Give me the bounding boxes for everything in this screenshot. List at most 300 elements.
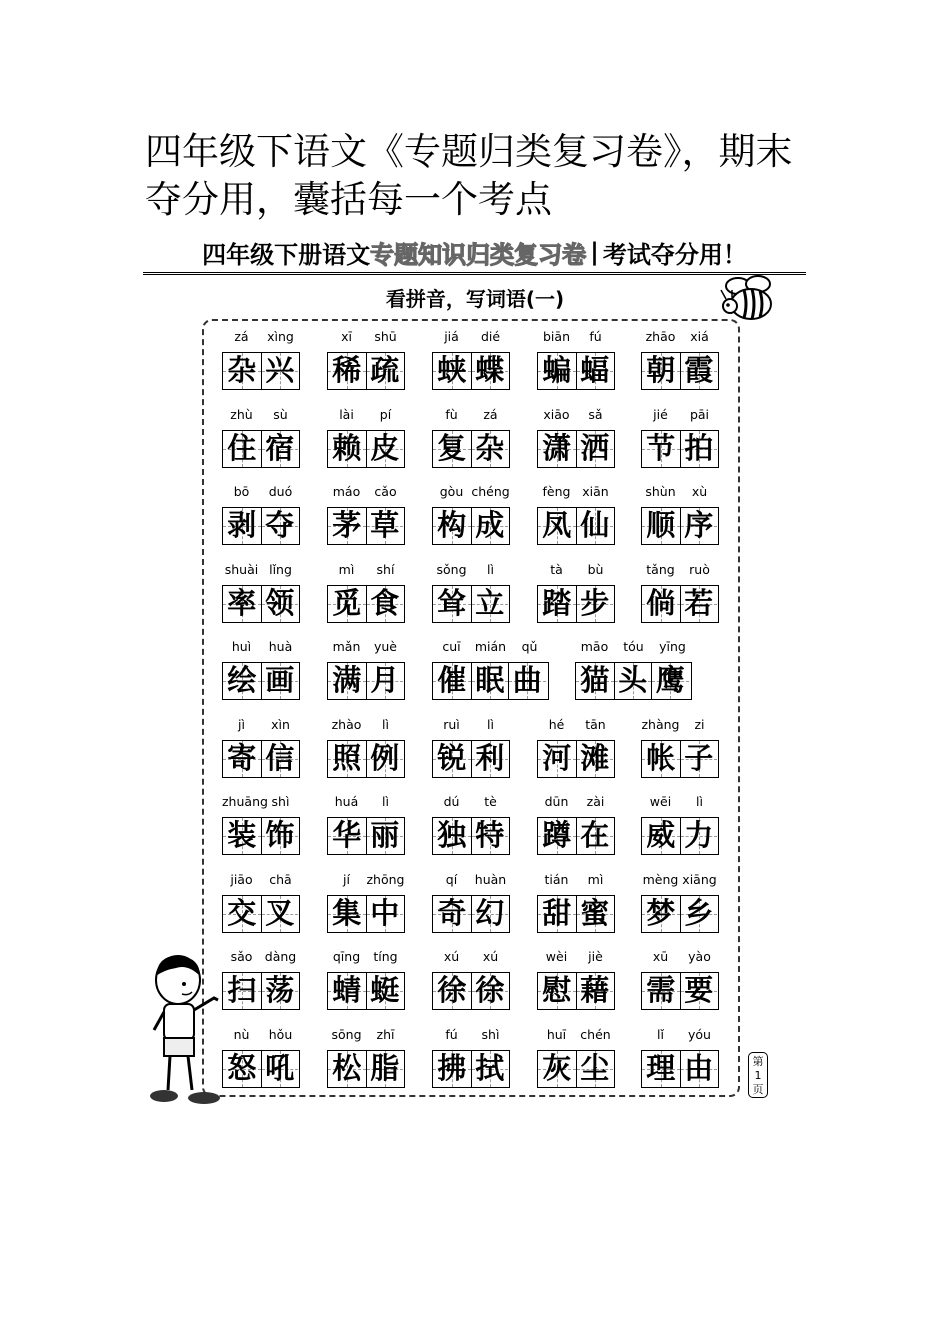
handwritten-character: 节 [646,430,676,465]
tianzige-cell [433,586,471,622]
vocab-word [432,483,510,545]
handwritten-character: 洒 [580,430,610,465]
handwritten-character: 头 [618,663,648,697]
tianzige-cell [261,896,299,932]
pinyin-syllable: lǐng [269,561,292,577]
page-number-suffix: 页 [752,1083,764,1096]
pinyin-syllable: fú [589,329,602,344]
pinyin-syllable: qí [445,871,458,887]
pinyin-line [222,871,300,889]
pinyin-syllable: yuè [373,639,397,654]
handwritten-character: 徐 [437,973,467,1007]
pinyin-syllable: huì [231,639,252,654]
pinyin-syllable: zá [234,329,249,344]
pinyin-syllable: sù [273,406,288,422]
tianzige-cell [614,663,652,699]
pinyin-line [537,793,615,811]
vocab-word [222,483,300,545]
handwritten-character: 装 [227,818,257,852]
tianzige-cell [261,586,299,622]
pinyin-syllable: ruì [443,716,460,732]
pinyin-syllable: nù [233,1026,250,1042]
tianzige-cell [651,663,689,699]
vocab-word [327,638,405,700]
character-boxes [327,662,405,700]
vocab-word [222,716,300,778]
pinyin-syllable: qīng [332,949,361,964]
handwritten-character: 成 [475,508,505,542]
pinyin-syllable: jiè [588,949,603,964]
character-boxes [537,895,615,933]
pinyin-syllable: huàn [474,871,507,887]
character-boxes [432,585,510,623]
character-boxes [537,430,615,468]
handwritten-character: 杂 [227,353,257,387]
handwritten-character: 奇 [437,895,467,930]
pinyin-line [327,948,405,966]
pinyin-syllable: jiāo [230,871,253,887]
pinyin-line [222,406,300,424]
pinyin-syllable: huá [334,794,359,809]
tianzige-cell [538,586,576,622]
vocab-word [432,406,510,468]
pinyin-line [327,1026,405,1044]
vocab-word [641,406,719,468]
handwritten-character: 蜓 [370,973,400,1007]
pinyin-syllable: shì [481,1026,500,1042]
vocab-word [222,406,300,468]
tianzige-cell [680,353,718,389]
tianzige-cell [261,663,299,699]
pinyin-syllable: duó [268,484,293,499]
pinyin-syllable: zi [694,716,705,732]
pinyin-line [327,561,405,579]
pinyin-line [641,483,719,501]
tianzige-cell [471,818,509,854]
tianzige-cell [328,1051,366,1087]
vocab-row [220,483,730,561]
character-boxes [641,895,719,933]
pinyin-syllable: pí [379,406,392,422]
pinyin-line [641,561,719,579]
pinyin-syllable: mián [474,639,507,654]
tianzige-cell [223,896,261,932]
handwritten-character: 照 [332,740,362,775]
pinyin-line [641,793,719,811]
vocab-row [220,328,730,406]
pinyin-line [327,328,405,346]
character-boxes [432,1050,510,1088]
vocab-word [432,793,510,855]
pinyin-syllable: xiāng [682,871,717,887]
pinyin-syllable: xiá [690,329,709,344]
pinyin-syllable: shuài [224,561,259,577]
character-boxes [432,507,510,545]
tianzige-cell [471,663,509,699]
page-number: 1 [754,1069,762,1082]
vocab-word [641,793,719,855]
character-boxes [537,740,615,778]
pinyin-syllable: xiāo [543,406,570,422]
handwritten-character: 觅 [332,585,362,620]
character-boxes [432,972,510,1010]
section-title: 看拼音，写词语(一) [385,287,565,311]
tianzige-cell [680,741,718,777]
tianzige-cell [433,741,471,777]
handwritten-character: 饰 [265,818,295,852]
bee-icon [718,272,778,324]
tianzige-cell [642,353,680,389]
handwritten-character: 信 [265,740,295,775]
handwritten-character: 力 [684,818,714,852]
tianzige-cell [366,818,404,854]
handwritten-character: 理 [646,1050,676,1085]
handwritten-character: 需 [646,973,676,1007]
handwritten-character: 率 [227,585,257,620]
vocab-word [537,793,615,855]
character-boxes [327,740,405,778]
tianzige-cell [576,586,614,622]
pinyin-syllable: xìng [267,329,294,344]
pinyin-syllable: hé [548,716,565,732]
pinyin-syllable: tà [550,561,563,577]
vocab-row [220,1026,730,1104]
pinyin-syllable: mèng [642,871,679,887]
tianzige-cell [471,1051,509,1087]
tianzige-cell [328,508,366,544]
pinyin-syllable: shì [271,794,290,809]
tianzige-cell [680,431,718,467]
handwritten-character: 滩 [580,740,610,775]
vocab-word [575,638,692,700]
pinyin-syllable: bō [233,484,250,499]
tianzige-cell [508,663,546,699]
character-boxes [222,430,300,468]
pinyin-line [222,561,300,579]
handwritten-character: 华 [332,818,362,852]
vocab-word [432,716,510,778]
character-boxes [432,817,510,855]
handwritten-character: 拍 [684,430,714,465]
pinyin-line [222,716,300,734]
tianzige-cell [261,741,299,777]
tianzige-cell [538,353,576,389]
pinyin-line [327,716,405,734]
vocab-row [220,793,730,871]
tianzige-cell [433,508,471,544]
pinyin-syllable: huī [546,1026,567,1042]
tianzige-cell [366,741,404,777]
tianzige-cell [328,663,366,699]
tianzige-cell [576,818,614,854]
pinyin-line [432,793,510,811]
tianzige-cell [366,353,404,389]
handwritten-character: 兴 [265,353,295,387]
pinyin-line [641,328,719,346]
pinyin-syllable: sǒng [436,561,467,577]
pinyin-line [222,483,300,501]
pinyin-syllable: jí [343,871,350,887]
character-boxes [327,895,405,933]
tianzige-cell [538,896,576,932]
tianzige-cell [223,818,261,854]
character-boxes [537,507,615,545]
pinyin-syllable: ruò [689,561,710,577]
handwritten-character: 画 [265,663,295,697]
handwritten-character: 蜜 [580,895,610,930]
pinyin-syllable: xìn [271,716,290,732]
handwritten-character: 赖 [332,430,362,465]
tianzige-cell [471,353,509,389]
character-boxes [222,895,300,933]
handwritten-character: 蝙 [542,353,572,387]
tianzige-cell [366,896,404,932]
vocab-word [327,948,405,1010]
tianzige-cell [642,1051,680,1087]
pinyin-syllable: zhào [331,716,362,732]
pinyin-line [537,716,615,734]
handwritten-character: 吼 [265,1050,295,1085]
pinyin-line [222,638,300,656]
vocabulary-grid [220,328,730,1103]
banner-tail: 考试夺分用！ [602,239,747,269]
handwritten-character: 要 [684,973,714,1007]
character-boxes [222,352,300,390]
pinyin-line [537,948,615,966]
pinyin-syllable: sǎo [230,949,253,964]
handwritten-character: 尘 [580,1050,610,1085]
tianzige-cell [471,896,509,932]
character-boxes [641,1050,719,1088]
tianzige-cell [223,973,261,1009]
handwritten-character: 食 [370,585,400,620]
vocab-word [327,328,405,390]
handwritten-character: 荡 [265,973,295,1007]
character-boxes [222,585,300,623]
pinyin-line [432,638,549,656]
handwritten-character: 灰 [542,1050,572,1085]
pinyin-line [327,638,405,656]
character-boxes [432,662,549,700]
vocab-word [432,1026,510,1088]
handwritten-character: 杂 [475,430,505,465]
handwritten-character: 立 [475,585,505,620]
pinyin-syllable: mǎn [332,639,361,654]
tianzige-cell [576,741,614,777]
tianzige-cell [680,818,718,854]
tianzige-cell [261,1051,299,1087]
handwritten-character: 拭 [475,1050,505,1085]
character-boxes [327,817,405,855]
tianzige-cell [538,431,576,467]
handwritten-character: 眠 [475,663,505,697]
pinyin-syllable: biān [543,329,570,344]
pinyin-syllable: xiān [582,484,609,499]
vocab-word [222,561,300,623]
pinyin-syllable: lì [696,794,703,809]
pinyin-syllable: tóu [623,639,644,654]
tianzige-cell [261,508,299,544]
vocab-row [220,406,730,484]
handwritten-character: 帐 [646,740,676,775]
character-boxes [575,662,692,700]
pinyin-line [537,871,615,889]
tianzige-cell [538,741,576,777]
handwritten-character: 仙 [580,508,610,542]
handwritten-character: 住 [227,430,257,465]
vocab-word [327,716,405,778]
pinyin-syllable: zhōng [366,871,405,887]
handwritten-character: 由 [684,1050,714,1085]
pinyin-syllable: lì [487,561,494,577]
handwritten-character: 慰 [542,973,572,1007]
handwritten-character: 叉 [265,895,295,930]
vocab-word [432,328,510,390]
banner-highlight: 专题知识归类复习卷 [370,239,587,269]
pinyin-syllable: jié [653,406,668,422]
page-number-prefix: 第 [752,1055,764,1068]
pinyin-syllable: lǐ [657,1026,664,1042]
tianzige-cell [433,1051,471,1087]
character-boxes [327,585,405,623]
character-boxes [432,740,510,778]
tianzige-cell [433,663,471,699]
tianzige-cell [328,741,366,777]
character-boxes [327,507,405,545]
character-boxes [537,1050,615,1088]
handwritten-character: 河 [542,740,572,775]
tianzige-cell [366,586,404,622]
pinyin-syllable: tián [544,871,569,887]
handwritten-character: 疏 [370,353,400,387]
vocab-word [327,871,405,933]
vocab-row [220,871,730,949]
vocab-word [222,871,300,933]
pinyin-syllable: lài [339,406,354,422]
handwritten-character: 绘 [227,663,257,697]
character-boxes [432,430,510,468]
pinyin-syllable: zhàng [641,716,680,732]
handwritten-character: 耸 [437,585,467,620]
tianzige-cell [328,431,366,467]
tianzige-cell [642,508,680,544]
character-boxes [222,740,300,778]
tianzige-cell [576,1051,614,1087]
pinyin-line [222,328,300,346]
pinyin-syllable: gòu [439,484,464,499]
tianzige-cell [576,508,614,544]
pinyin-line [641,406,719,424]
pinyin-line [641,871,719,889]
handwritten-character: 倘 [646,585,676,620]
handwritten-character: 拂 [437,1050,467,1085]
character-boxes [222,1050,300,1088]
tianzige-cell [433,353,471,389]
character-boxes [222,972,300,1010]
banner-separator: | [590,238,599,266]
vocab-word [641,871,719,933]
pinyin-syllable: fù [445,406,458,422]
character-boxes [327,972,405,1010]
vocab-word [432,948,510,1010]
handwritten-character: 独 [437,818,467,852]
tianzige-cell [471,973,509,1009]
tianzige-cell [328,586,366,622]
tianzige-cell [261,973,299,1009]
pinyin-syllable: máo [332,484,361,499]
pinyin-syllable: hǒu [268,1026,293,1042]
pinyin-line [432,1026,510,1044]
pinyin-syllable: dú [443,794,460,809]
pinyin-syllable: dié [480,329,501,344]
handwritten-character: 若 [684,585,714,620]
handwritten-character: 顺 [646,508,676,542]
tianzige-cell [433,896,471,932]
vocab-word [537,406,615,468]
vocab-word [327,406,405,468]
vocab-word [327,1026,405,1088]
tianzige-cell [642,973,680,1009]
tianzige-cell [433,431,471,467]
character-boxes [327,430,405,468]
handwritten-character: 领 [265,585,295,620]
tianzige-cell [261,353,299,389]
tianzige-cell [471,586,509,622]
handwritten-character: 凤 [542,508,572,542]
handwritten-character: 蝠 [580,353,610,387]
worksheet-banner [143,232,806,275]
pinyin-syllable: dūn [544,794,569,809]
tianzige-cell [538,818,576,854]
pinyin-syllable: zhāo [645,329,676,344]
tianzige-cell [328,353,366,389]
tianzige-cell [642,431,680,467]
pinyin-line [432,716,510,734]
handwritten-character: 集 [332,895,362,930]
pinyin-syllable: shū [374,329,397,344]
handwritten-character: 交 [227,895,257,930]
tianzige-cell [642,586,680,622]
tianzige-cell [576,353,614,389]
tianzige-cell [680,508,718,544]
pinyin-syllable: xī [341,329,352,344]
tianzige-cell [642,896,680,932]
pinyin-line [432,948,510,966]
pinyin-line [327,406,405,424]
pinyin-syllable: tān [585,716,606,732]
pinyin-syllable: zài [586,794,605,809]
banner-main: 四年级下册语文 [202,239,371,269]
pinyin-syllable: lì [382,794,389,809]
handwritten-character: 皮 [370,430,400,465]
pinyin-syllable: zá [483,406,498,422]
handwritten-character: 脂 [370,1050,400,1085]
vocab-word [641,561,719,623]
vocab-word [641,483,719,545]
vocab-word [641,716,719,778]
character-boxes [222,507,300,545]
handwritten-character: 特 [475,818,505,852]
tianzige-cell [366,508,404,544]
handwritten-character: 月 [370,663,400,697]
handwritten-character: 怒 [227,1050,257,1085]
handwritten-character: 稀 [332,353,362,387]
vocab-row [220,638,730,716]
pinyin-syllable: tè [484,794,497,809]
vocab-row [220,948,730,1026]
pinyin-syllable: xù [691,484,708,499]
handwritten-character: 利 [475,740,505,775]
